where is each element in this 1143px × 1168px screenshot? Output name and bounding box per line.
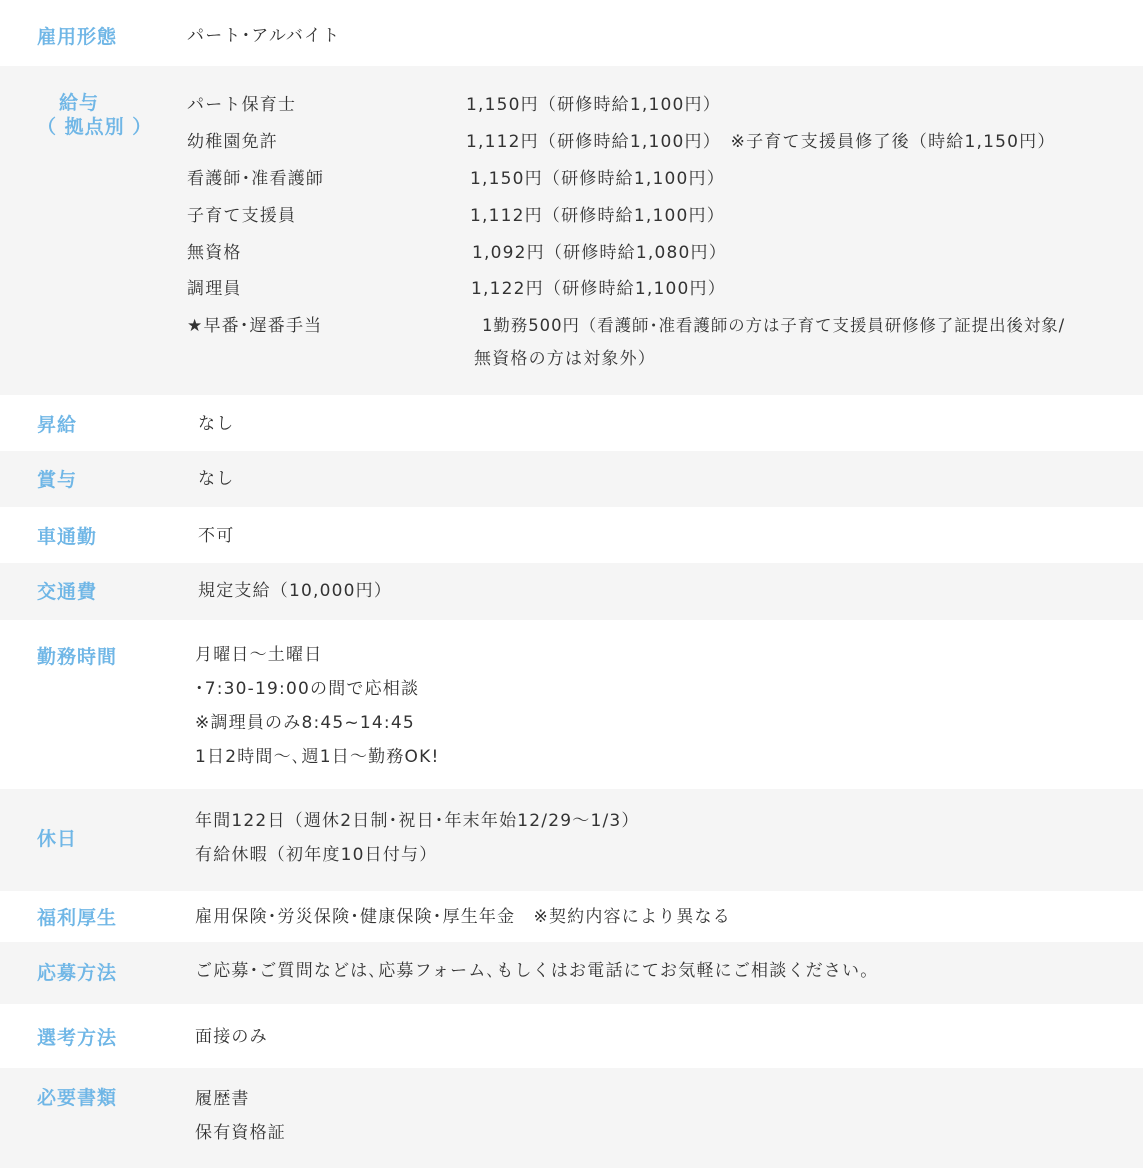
- row-welfare: [0, 891, 1143, 942]
- row-transport: [0, 563, 1143, 620]
- salary-item-name: ★早番･遅番手当: [187, 316, 323, 336]
- salary-item-value: 1,150円（研修時給1,100円）: [466, 95, 721, 115]
- salary-label-line1: 給与: [58, 92, 99, 114]
- row-car-commute: [0, 507, 1143, 563]
- salary-item-value: 1,122円（研修時給1,100円）: [471, 279, 726, 299]
- salary-item-value: 1,092円（研修時給1,080円）: [472, 243, 727, 263]
- raise-label: 昇給: [37, 414, 78, 436]
- salary-item-value: 1,150円（研修時給1,100円）: [470, 169, 725, 189]
- hours-line: ※調理員のみ8:45~14:45: [195, 713, 415, 733]
- apply-value: ご応募･ご質問などは､応募フォーム､もしくはお電話にてお気軽にご相談ください。: [195, 961, 879, 981]
- row-bonus: [0, 451, 1143, 507]
- salary-item-value: 1,112円（研修時給1,100円） ※子育て支援員修了後（時給1,150円）: [466, 132, 1056, 152]
- car-commute-value: 不可: [198, 526, 235, 546]
- transport-value: 規定支給（10,000円）: [198, 581, 393, 601]
- holidays-line: 年間122日（週休2日制･祝日･年末年始12/29～1/3）: [195, 811, 640, 831]
- hours-line: 月曜日～土曜日: [195, 645, 323, 665]
- salary-item-name: 調理員: [187, 279, 242, 299]
- hours-line: ･7:30-19:00の間で応相談: [195, 679, 420, 699]
- selection-value: 面接のみ: [195, 1027, 268, 1047]
- salary-label-line2: （ 拠点別 ）: [37, 116, 153, 138]
- documents-value: [195, 1082, 286, 1150]
- row-selection: [0, 1004, 1143, 1068]
- salary-item-name: 子育て支援員: [187, 206, 297, 226]
- row-raise: [0, 396, 1143, 451]
- salary-item-name: 無資格: [187, 243, 242, 263]
- row-documents: [0, 1068, 1143, 1168]
- employment-label: 雇用形態: [37, 26, 118, 48]
- salary-label: [37, 91, 153, 139]
- bonus-value: なし: [198, 469, 235, 489]
- holidays-label: 休日: [37, 828, 78, 850]
- hours-line: 1日2時間～､週1日～勤務OK!: [195, 747, 440, 767]
- row-hours: [0, 620, 1143, 788]
- salary-item-value: 1勤務500円（看護師･准看護師の方は子育て支援員研修修了証提出後対象/: [482, 316, 1066, 335]
- employment-value: パート･アルバイト: [187, 26, 341, 46]
- row-salary: [0, 66, 1143, 395]
- salary-item-name: 看護師･准看護師: [187, 169, 325, 189]
- documents-label: 必要書類: [37, 1087, 118, 1109]
- raise-value: なし: [198, 414, 235, 434]
- salary-item-name: 幼稚園免許: [187, 132, 278, 152]
- welfare-value: 雇用保険･労災保険･健康保険･厚生年金 ※契約内容により異なる: [195, 907, 731, 927]
- holidays-value: [195, 804, 640, 872]
- salary-item-value: 1,112円（研修時給1,100円）: [470, 206, 725, 226]
- selection-label: 選考方法: [37, 1027, 118, 1049]
- salary-item-name: パート保育士: [187, 95, 297, 115]
- car-commute-label: 車通勤: [37, 526, 98, 548]
- row-employment: [0, 4, 1143, 65]
- documents-line: 履歴書: [195, 1089, 250, 1109]
- row-apply: [0, 942, 1143, 1004]
- holidays-line: 有給休暇（初年度10日付与）: [195, 845, 438, 865]
- row-holidays: [0, 789, 1143, 891]
- salary-item-value-line2: 無資格の方は対象外）: [474, 349, 656, 369]
- hours-value: [195, 638, 440, 774]
- hours-label: 勤務時間: [37, 646, 118, 668]
- welfare-label: 福利厚生: [37, 907, 118, 929]
- bonus-label: 賞与: [37, 469, 78, 491]
- documents-line: 保有資格証: [195, 1123, 286, 1143]
- transport-label: 交通費: [37, 581, 98, 603]
- apply-label: 応募方法: [37, 962, 118, 984]
